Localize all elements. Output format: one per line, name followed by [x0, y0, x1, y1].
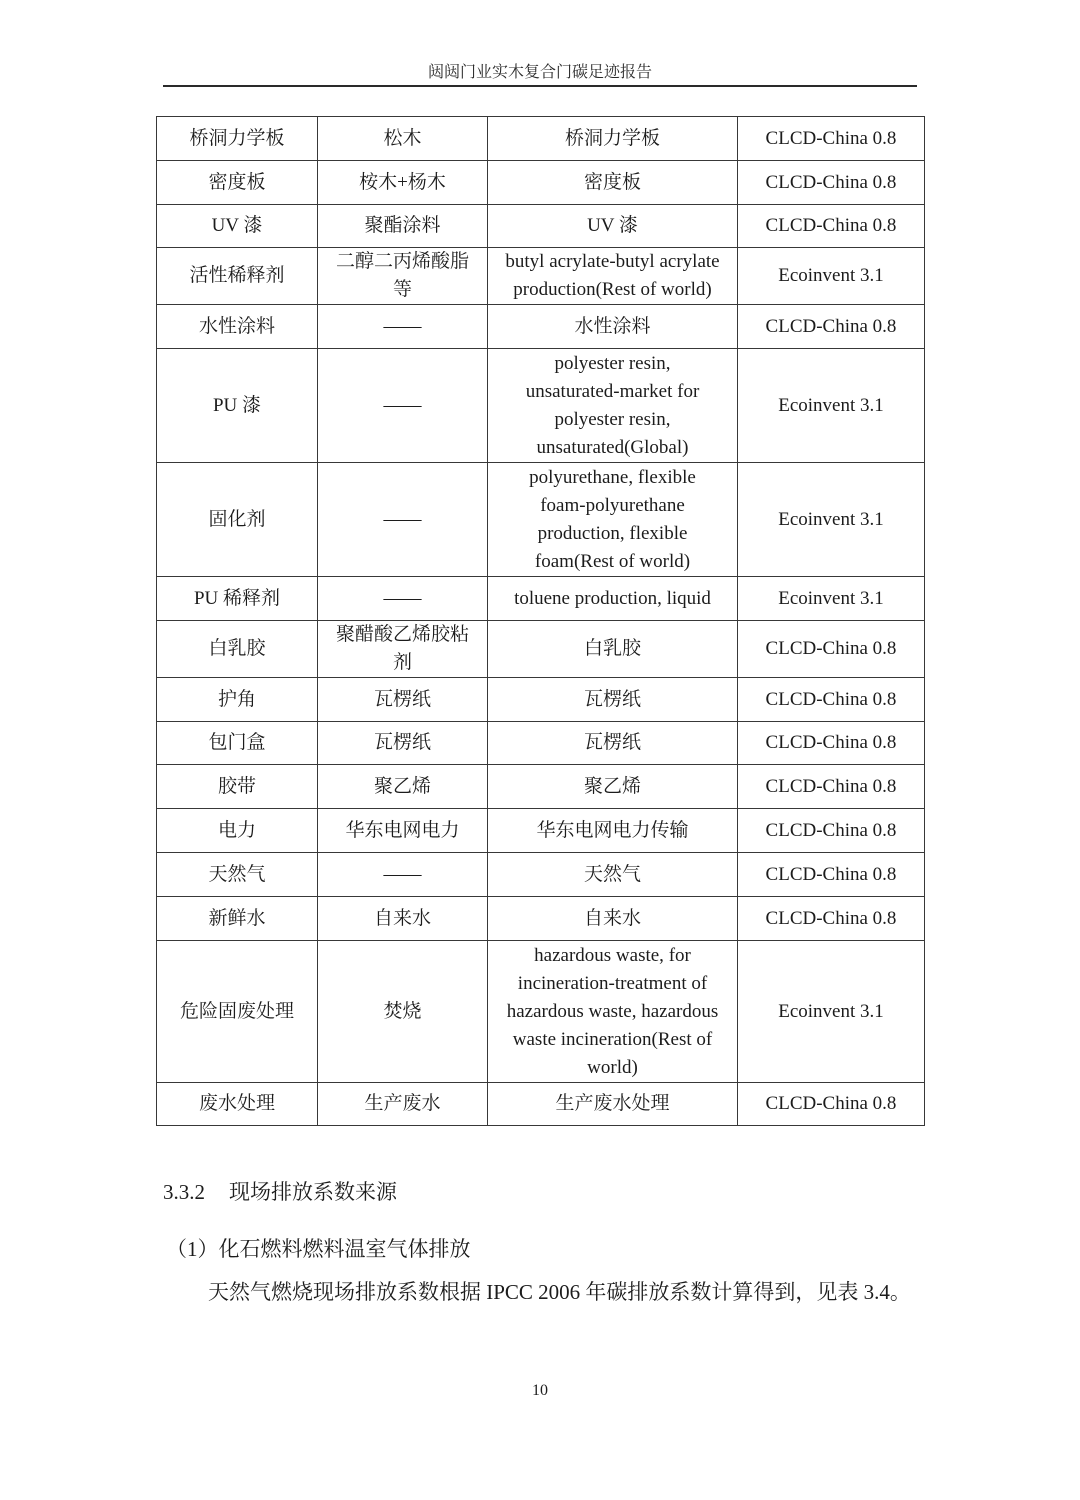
dataset-cell	[488, 941, 738, 1083]
dataset-cell: 瓦楞纸	[488, 678, 738, 722]
database-cell: CLCD-China 0.8	[738, 809, 925, 853]
database-cell: CLCD-China 0.8	[738, 161, 925, 205]
table-row	[157, 305, 925, 349]
type-cell: 自来水	[318, 897, 488, 941]
type-cell: 生产废水	[318, 1083, 488, 1126]
type-cell: 桉木+杨木	[318, 161, 488, 205]
dataset-cell	[488, 248, 738, 305]
dataset-word: 漆	[618, 215, 638, 236]
table-row	[157, 809, 925, 853]
database-cell: CLCD-China 0.8	[738, 765, 925, 809]
item-cell: 固化剂	[157, 463, 318, 577]
item-cell: 危险固废处理	[157, 941, 318, 1083]
dataset-word: hazardous	[534, 944, 612, 966]
dataset-word: hazardous	[506, 1000, 584, 1022]
type-cell: ——	[318, 853, 488, 897]
database-cell: CLCD-China 0.8	[738, 1083, 925, 1126]
item-cell: 胶带	[157, 765, 318, 809]
item-cell: 包门盒	[157, 722, 318, 765]
database-cell: CLCD-China 0.8	[738, 205, 925, 248]
dataset-cell	[488, 463, 738, 577]
dataset-cell: 桥洞力学板	[488, 117, 738, 161]
table-row	[157, 678, 925, 722]
dataset-word: flexible	[637, 466, 696, 488]
dataset-word: incineration(Rest	[560, 1028, 692, 1050]
table-row	[157, 205, 925, 248]
table-row	[157, 161, 925, 205]
database-cell: CLCD-China 0.8	[738, 897, 925, 941]
table-row	[157, 1083, 925, 1126]
database-cell: CLCD-China 0.8	[738, 853, 925, 897]
database-cell: CLCD-China 0.8	[738, 678, 925, 722]
item-cell: UV 漆	[157, 205, 318, 248]
table-row	[157, 941, 925, 1083]
type-cell: 聚醋酸乙烯胶粘剂	[318, 621, 488, 678]
page-number: 10	[532, 1382, 548, 1399]
dataset-word: liquid	[666, 587, 711, 609]
table-row	[157, 853, 925, 897]
dataset-word: foam(Rest	[534, 550, 615, 572]
dataset-word: resin,	[628, 352, 671, 374]
running-header: 闼闼门业实木复合门碳足迹报告	[427, 64, 652, 81]
dataset-cell: 华东电网电力传输	[488, 809, 738, 853]
item-cell: 活性稀释剂	[157, 248, 318, 305]
dataset-cell: 自来水	[488, 897, 738, 941]
table-row	[157, 722, 925, 765]
item-cell: 白乳胶	[157, 621, 318, 678]
dataset-cell: 瓦楞纸	[488, 722, 738, 765]
type-cell: 松木	[318, 117, 488, 161]
dataset-word: hazardous	[641, 1000, 719, 1022]
section-title: 现场排放系数来源	[229, 1180, 397, 1204]
type-cell: 聚酯涂料	[318, 205, 488, 248]
item-cell: 密度板	[157, 161, 318, 205]
dataset-word: waste	[512, 1028, 557, 1050]
type-cell: ——	[318, 305, 488, 349]
dataset-word: of	[640, 279, 657, 300]
dataset-word: production,	[537, 522, 625, 544]
table-row	[157, 248, 925, 305]
dataset-word: production,	[574, 587, 662, 609]
item-cell: 废水处理	[157, 1083, 318, 1126]
table-row	[157, 621, 925, 678]
database-cell: CLCD-China 0.8	[738, 117, 925, 161]
dataset-word: polyester	[554, 352, 625, 374]
item-cell: 天然气	[157, 853, 318, 897]
section-number: 3.3.2	[163, 1180, 205, 1204]
dataset-word: of	[691, 972, 708, 994]
database-cell: CLCD-China 0.8	[738, 305, 925, 349]
type-cell: 焚烧	[318, 941, 488, 1083]
table-row	[157, 349, 925, 463]
dataset-word: of	[696, 1028, 713, 1050]
database-cell: CLCD-China 0.8	[738, 621, 925, 678]
item-cell: 电力	[157, 809, 318, 853]
dataset-cell: 水性涂料	[488, 305, 738, 349]
dataset-word: acrylate-butyl	[549, 251, 655, 272]
dataset-word: resin,	[628, 408, 671, 430]
dataset-cell: 生产废水处理	[488, 1083, 738, 1126]
database-cell: CLCD-China 0.8	[738, 722, 925, 765]
dataset-word: for	[677, 380, 700, 402]
item-cell: 护角	[157, 678, 318, 722]
dataset-word: unsaturated(Global)	[536, 436, 689, 458]
database-cell: Ecoinvent 3.1	[738, 941, 925, 1083]
type-cell: 瓦楞纸	[318, 722, 488, 765]
dataset-word: waste,	[615, 944, 664, 966]
type-cell: ——	[318, 577, 488, 621]
dataset-word: butyl	[505, 251, 545, 272]
type-cell: ——	[318, 463, 488, 577]
type-cell: 二醇二丙烯酸脂等	[318, 248, 488, 305]
dataset-word: polyurethane,	[529, 466, 634, 488]
dataset-word: world)	[639, 550, 691, 572]
item-cell: 新鲜水	[157, 897, 318, 941]
dataset-word: UV	[587, 215, 615, 236]
dataset-word: waste,	[588, 1000, 637, 1022]
dataset-cell	[488, 577, 738, 621]
type-cell: 华东电网电力	[318, 809, 488, 853]
table-row	[157, 463, 925, 577]
dataset-cell	[488, 205, 738, 248]
dataset-word: acrylate	[659, 251, 720, 272]
item-cell: PU 漆	[157, 349, 318, 463]
table-row	[157, 765, 925, 809]
dataset-word: world)	[661, 279, 712, 300]
dataset-cell: 天然气	[488, 853, 738, 897]
header-rule	[163, 85, 917, 87]
database-cell: Ecoinvent 3.1	[738, 577, 925, 621]
data-source-table	[156, 116, 925, 1126]
dataset-word: of	[618, 550, 635, 572]
dataset-word: unsaturated-market	[525, 380, 673, 402]
dataset-word: incineration-treatment	[517, 972, 687, 994]
dataset-word: flexible	[629, 522, 688, 544]
dataset-word: production(Rest	[513, 279, 636, 300]
dataset-cell: 密度板	[488, 161, 738, 205]
database-cell: Ecoinvent 3.1	[738, 349, 925, 463]
section-heading	[163, 1177, 397, 1207]
table-row	[157, 897, 925, 941]
database-cell: Ecoinvent 3.1	[738, 248, 925, 305]
dataset-word: foam-polyurethane	[540, 494, 685, 516]
dataset-word: polyester	[554, 408, 625, 430]
dataset-word: for	[668, 944, 691, 966]
item-cell: 水性涂料	[157, 305, 318, 349]
table-row	[157, 577, 925, 621]
type-cell: ——	[318, 349, 488, 463]
dataset-cell: 聚乙烯	[488, 765, 738, 809]
item-cell: PU 稀释剂	[157, 577, 318, 621]
subsection-heading: （1）化石燃料燃料温室气体排放	[166, 1237, 471, 1261]
body-paragraph: 天然气燃烧现场排放系数根据 IPCC 2006 年碳排放系数计算得到，见表 3.4。	[208, 1280, 911, 1304]
type-cell: 聚乙烯	[318, 765, 488, 809]
dataset-word: toluene	[514, 587, 570, 609]
dataset-word: world)	[587, 1056, 638, 1078]
item-cell: 桥洞力学板	[157, 117, 318, 161]
type-cell: 瓦楞纸	[318, 678, 488, 722]
dataset-cell: 白乳胶	[488, 621, 738, 678]
dataset-cell	[488, 349, 738, 463]
table-row	[157, 117, 925, 161]
database-cell: Ecoinvent 3.1	[738, 463, 925, 577]
